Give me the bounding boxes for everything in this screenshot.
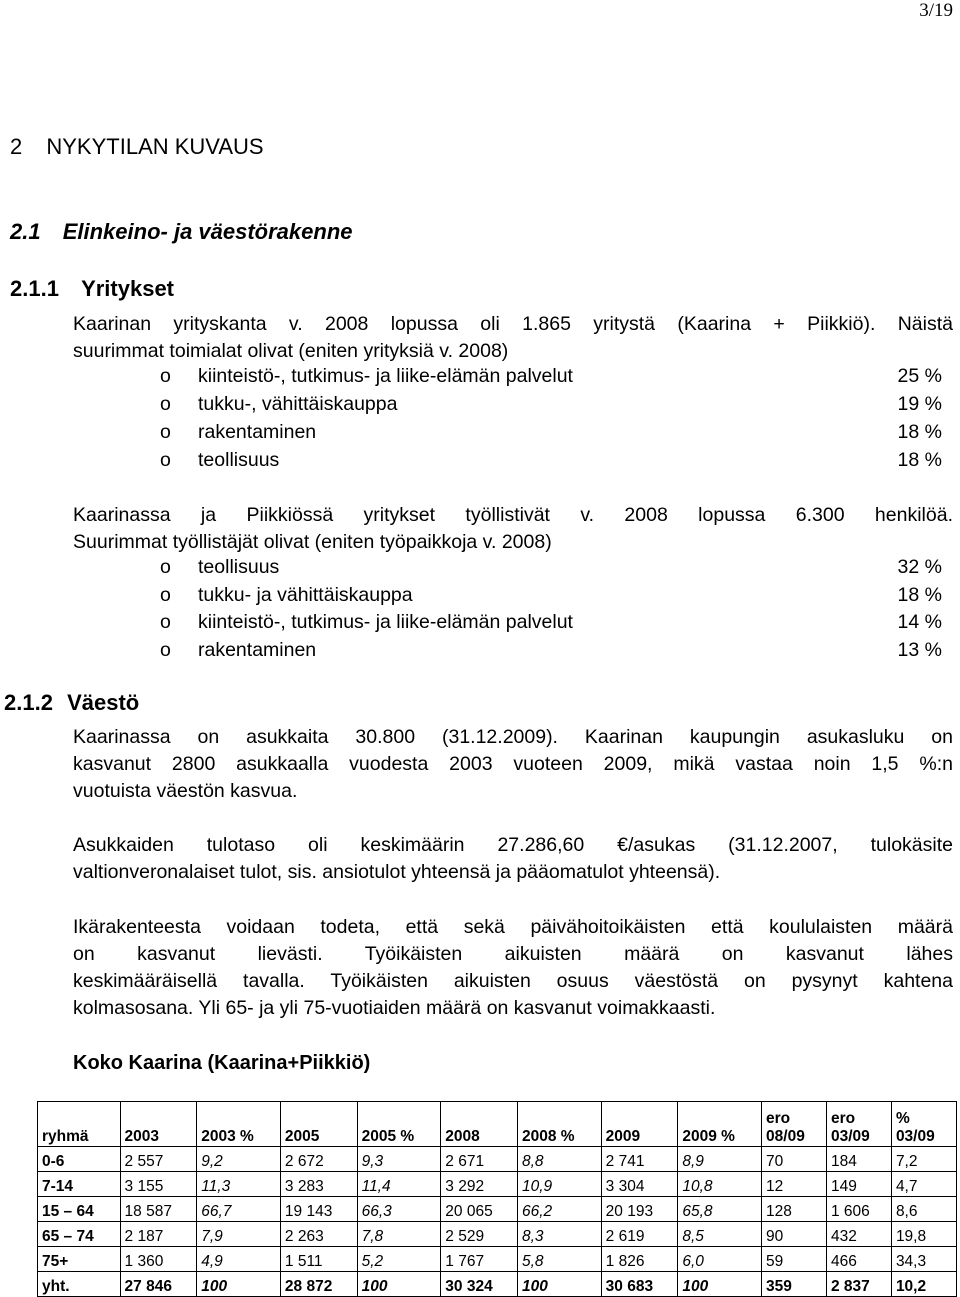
page-number: 3/19 [919,0,953,21]
table-cell: 66,2 [517,1197,601,1222]
toimiala-percent: 25 % [897,365,942,387]
toimiala-label: kiinteistö-, tutkimus- ja liike-elämän palvelut [198,365,573,387]
vaesto-number: 2.1.2 [4,690,53,715]
table-cell: 19 143 [280,1197,357,1222]
table-cell: 4,9 [197,1247,281,1272]
table-cell: 100 [357,1272,441,1297]
table-cell: 100 [678,1272,762,1297]
table-cell: 2 837 [826,1272,891,1297]
table-row [38,1172,957,1197]
tyollistaja-label: kiinteistö-, tutkimus- ja liike-elämän palvelut [198,611,573,633]
tyollistavat-intro-line2: Suurimmat työllistäjät olivat (eniten työpaikkoja v. 2008) [73,531,552,553]
section-heading [10,134,264,160]
tyollistaja-label: rakentaminen [198,638,317,661]
bullet-marker: o [160,421,171,443]
table-cell: 90 [762,1222,827,1247]
yritykset-title: Yritykset [81,276,175,301]
subsection-number: 2.1 [10,219,41,244]
table-cell: 20 193 [601,1197,678,1222]
table-cell: 466 [826,1247,891,1272]
table-cell: 9,3 [357,1147,441,1172]
table-cell: 149 [826,1172,891,1197]
table-header-cell: % 03/09 [891,1102,956,1147]
vaesto-p3-line1: Ikärakenteesta voidaan todeta, että sekä päivähoitoikäisten että koululaisten määrä [73,916,953,938]
tyollistaja-percent: 14 % [897,611,942,633]
table-cell: 10,2 [891,1272,956,1297]
table-row-label: 75+ [38,1247,121,1272]
tyollistaja-item [160,639,942,662]
table-cell: 10,9 [517,1172,601,1197]
bullet-marker: o [160,638,171,661]
section-title: NYKYTILAN KUVAUS [46,134,264,159]
table-header-cell: 2005 [280,1102,357,1147]
tyollistaja-label: tukku- ja vähittäiskauppa [198,583,413,606]
vaesto-p1-line2: kasvanut 2800 asukkaalla vuodesta 2003 vuoteen 2009, mikä vastaa noin 1,5 %:n [73,753,953,775]
table-cell: 1 767 [441,1247,518,1272]
table-cell: 2 741 [601,1147,678,1172]
table-header-row [38,1102,957,1147]
tyollistaja-percent: 18 % [897,583,942,606]
toimiala-item [160,365,942,388]
table-row [38,1147,957,1172]
table-cell: 2 672 [280,1147,357,1172]
table-cell: 2 619 [601,1222,678,1247]
toimiala-label: teollisuus [198,449,280,471]
vaesto-p3-line2: on kasvanut lievästi. Työikäisten aikuisten määrä on kasvanut lähes [73,943,953,965]
table-row [38,1272,957,1297]
table-header-cell: ryhmä [38,1102,121,1147]
table-body [38,1147,957,1297]
toimiala-percent: 18 % [897,449,942,471]
table-cell: 2 557 [120,1147,197,1172]
toimiala-percent: 18 % [897,421,942,443]
bullet-marker: o [160,556,171,578]
table-cell: 100 [197,1272,281,1297]
yritykset-number: 2.1.1 [10,276,59,301]
table-cell: 8,8 [517,1147,601,1172]
table-cell: 128 [762,1197,827,1222]
section-number: 2 [10,134,23,159]
vaesto-p2-line2: valtionveronalaiset tulot, sis. ansiotulot yhteensä ja pääomatulot yhteensä). [73,861,721,883]
tyollistaja-item [160,556,942,579]
table-cell: 2 187 [120,1222,197,1247]
yritykset-intro-line1: Kaarinan yrityskanta v. 2008 lopussa oli 1.865 yritystä (Kaarina + Piikkiö). Näistä [73,313,953,335]
vaesto-p1-line3: vuotuista väestön kasvua. [73,780,298,802]
toimiala-item [160,449,942,472]
table-header-cell: 2008 [441,1102,518,1147]
table-header-cell: 2003 % [197,1102,281,1147]
table-cell: 19,8 [891,1222,956,1247]
table-cell: 12 [762,1172,827,1197]
table-header-cell: 2008 % [517,1102,601,1147]
table-cell: 6,0 [678,1247,762,1272]
vaesto-p2-line1: Asukkaiden tulotaso oli keskimäärin 27.286,60 €/asukas (31.12.2007, tulokäsite [73,834,953,856]
table-cell: 2 263 [280,1222,357,1247]
table-row-label: yht. [38,1272,121,1297]
table-row-label: 65 – 74 [38,1222,121,1247]
table-cell: 1 360 [120,1247,197,1272]
table-cell: 20 065 [441,1197,518,1222]
table-cell: 100 [517,1272,601,1297]
table-row-label: 0-6 [38,1147,121,1172]
bullet-marker: o [160,611,171,633]
table-cell: 27 846 [120,1272,197,1297]
table-cell: 10,8 [678,1172,762,1197]
table-row-label: 15 – 64 [38,1197,121,1222]
table-cell: 1 606 [826,1197,891,1222]
table-cell: 70 [762,1147,827,1172]
subsection-title: Elinkeino- ja väestörakenne [62,219,353,244]
tyollistaja-label: teollisuus [198,556,280,578]
table-title: Koko Kaarina (Kaarina+Piikkiö) [73,1052,371,1074]
tyollistavat-intro-line1: Kaarinassa ja Piikkiössä yritykset työllistivät v. 2008 lopussa 6.300 henkilöä. [73,504,953,526]
table-cell: 8,6 [891,1197,956,1222]
vaesto-p3-line3: keskimääräisellä tavalla. Työikäisten aikuisten osuus väestöstä on pysynyt kahtena [73,970,953,992]
table-cell: 28 872 [280,1272,357,1297]
tyollistaja-percent: 32 % [897,556,942,578]
table-cell: 5,8 [517,1247,601,1272]
population-table [37,1101,957,1297]
table-cell: 18 587 [120,1197,197,1222]
table-row [38,1247,957,1272]
table-cell: 3 292 [441,1172,518,1197]
bullet-marker: o [160,449,171,471]
toimiala-percent: 19 % [897,393,942,415]
table-cell: 359 [762,1272,827,1297]
table-cell: 8,3 [517,1222,601,1247]
table-cell: 3 304 [601,1172,678,1197]
table-cell: 66,3 [357,1197,441,1222]
tyollistaja-percent: 13 % [897,638,942,661]
table-cell: 30 324 [441,1272,518,1297]
yritykset-heading [10,276,174,302]
tyollistaja-item [160,584,942,607]
tyollistaja-item [160,611,942,634]
table-cell: 30 683 [601,1272,678,1297]
table-cell: 2 671 [441,1147,518,1172]
table-header-cell: 2009 % [678,1102,762,1147]
vaesto-p1-line1: Kaarinassa on asukkaita 30.800 (31.12.2009). Kaarinan kaupungin asukasluku on [73,726,953,748]
table-cell: 1 826 [601,1247,678,1272]
vaesto-heading [4,690,139,716]
table-cell: 9,2 [197,1147,281,1172]
bullet-marker: o [160,393,171,415]
toimiala-label: tukku-, vähittäiskauppa [198,393,398,415]
table-row-label: 7-14 [38,1172,121,1197]
table-header-cell: 2009 [601,1102,678,1147]
table-cell: 7,9 [197,1222,281,1247]
table-cell: 59 [762,1247,827,1272]
table-cell: 8,5 [678,1222,762,1247]
toimiala-label: rakentaminen [198,421,317,443]
table-header-cell: 2003 [120,1102,197,1147]
table-cell: 65,8 [678,1197,762,1222]
table-cell: 7,8 [357,1222,441,1247]
table-cell: 7,2 [891,1147,956,1172]
toimiala-item [160,393,942,416]
vaesto-p3-line4: kolmasosana. Yli 65- ja yli 75-vuotiaiden määrä on kasvanut voimakkaasti. [73,997,716,1019]
table-cell: 3 283 [280,1172,357,1197]
table-header-cell: ero 08/09 [762,1102,827,1147]
bullet-marker: o [160,583,171,606]
table-cell: 11,3 [197,1172,281,1197]
table-row [38,1222,957,1247]
table-cell: 5,2 [357,1247,441,1272]
subsection-heading [10,219,353,245]
table-cell: 3 155 [120,1172,197,1197]
bullet-marker: o [160,365,171,387]
toimiala-item [160,421,942,444]
table-cell: 8,9 [678,1147,762,1172]
table-cell: 1 511 [280,1247,357,1272]
table-cell: 184 [826,1147,891,1172]
table-header-cell: 2005 % [357,1102,441,1147]
table-row [38,1197,957,1222]
vaesto-title: Väestö [67,690,140,715]
table-cell: 66,7 [197,1197,281,1222]
table-cell: 4,7 [891,1172,956,1197]
table-cell: 432 [826,1222,891,1247]
table-cell: 2 529 [441,1222,518,1247]
yritykset-intro-line2: suurimmat toimialat olivat (eniten yrityksiä v. 2008) [73,340,509,362]
table-header-cell: ero 03/09 [826,1102,891,1147]
table-cell: 34,3 [891,1247,956,1272]
table-cell: 11,4 [357,1172,441,1197]
